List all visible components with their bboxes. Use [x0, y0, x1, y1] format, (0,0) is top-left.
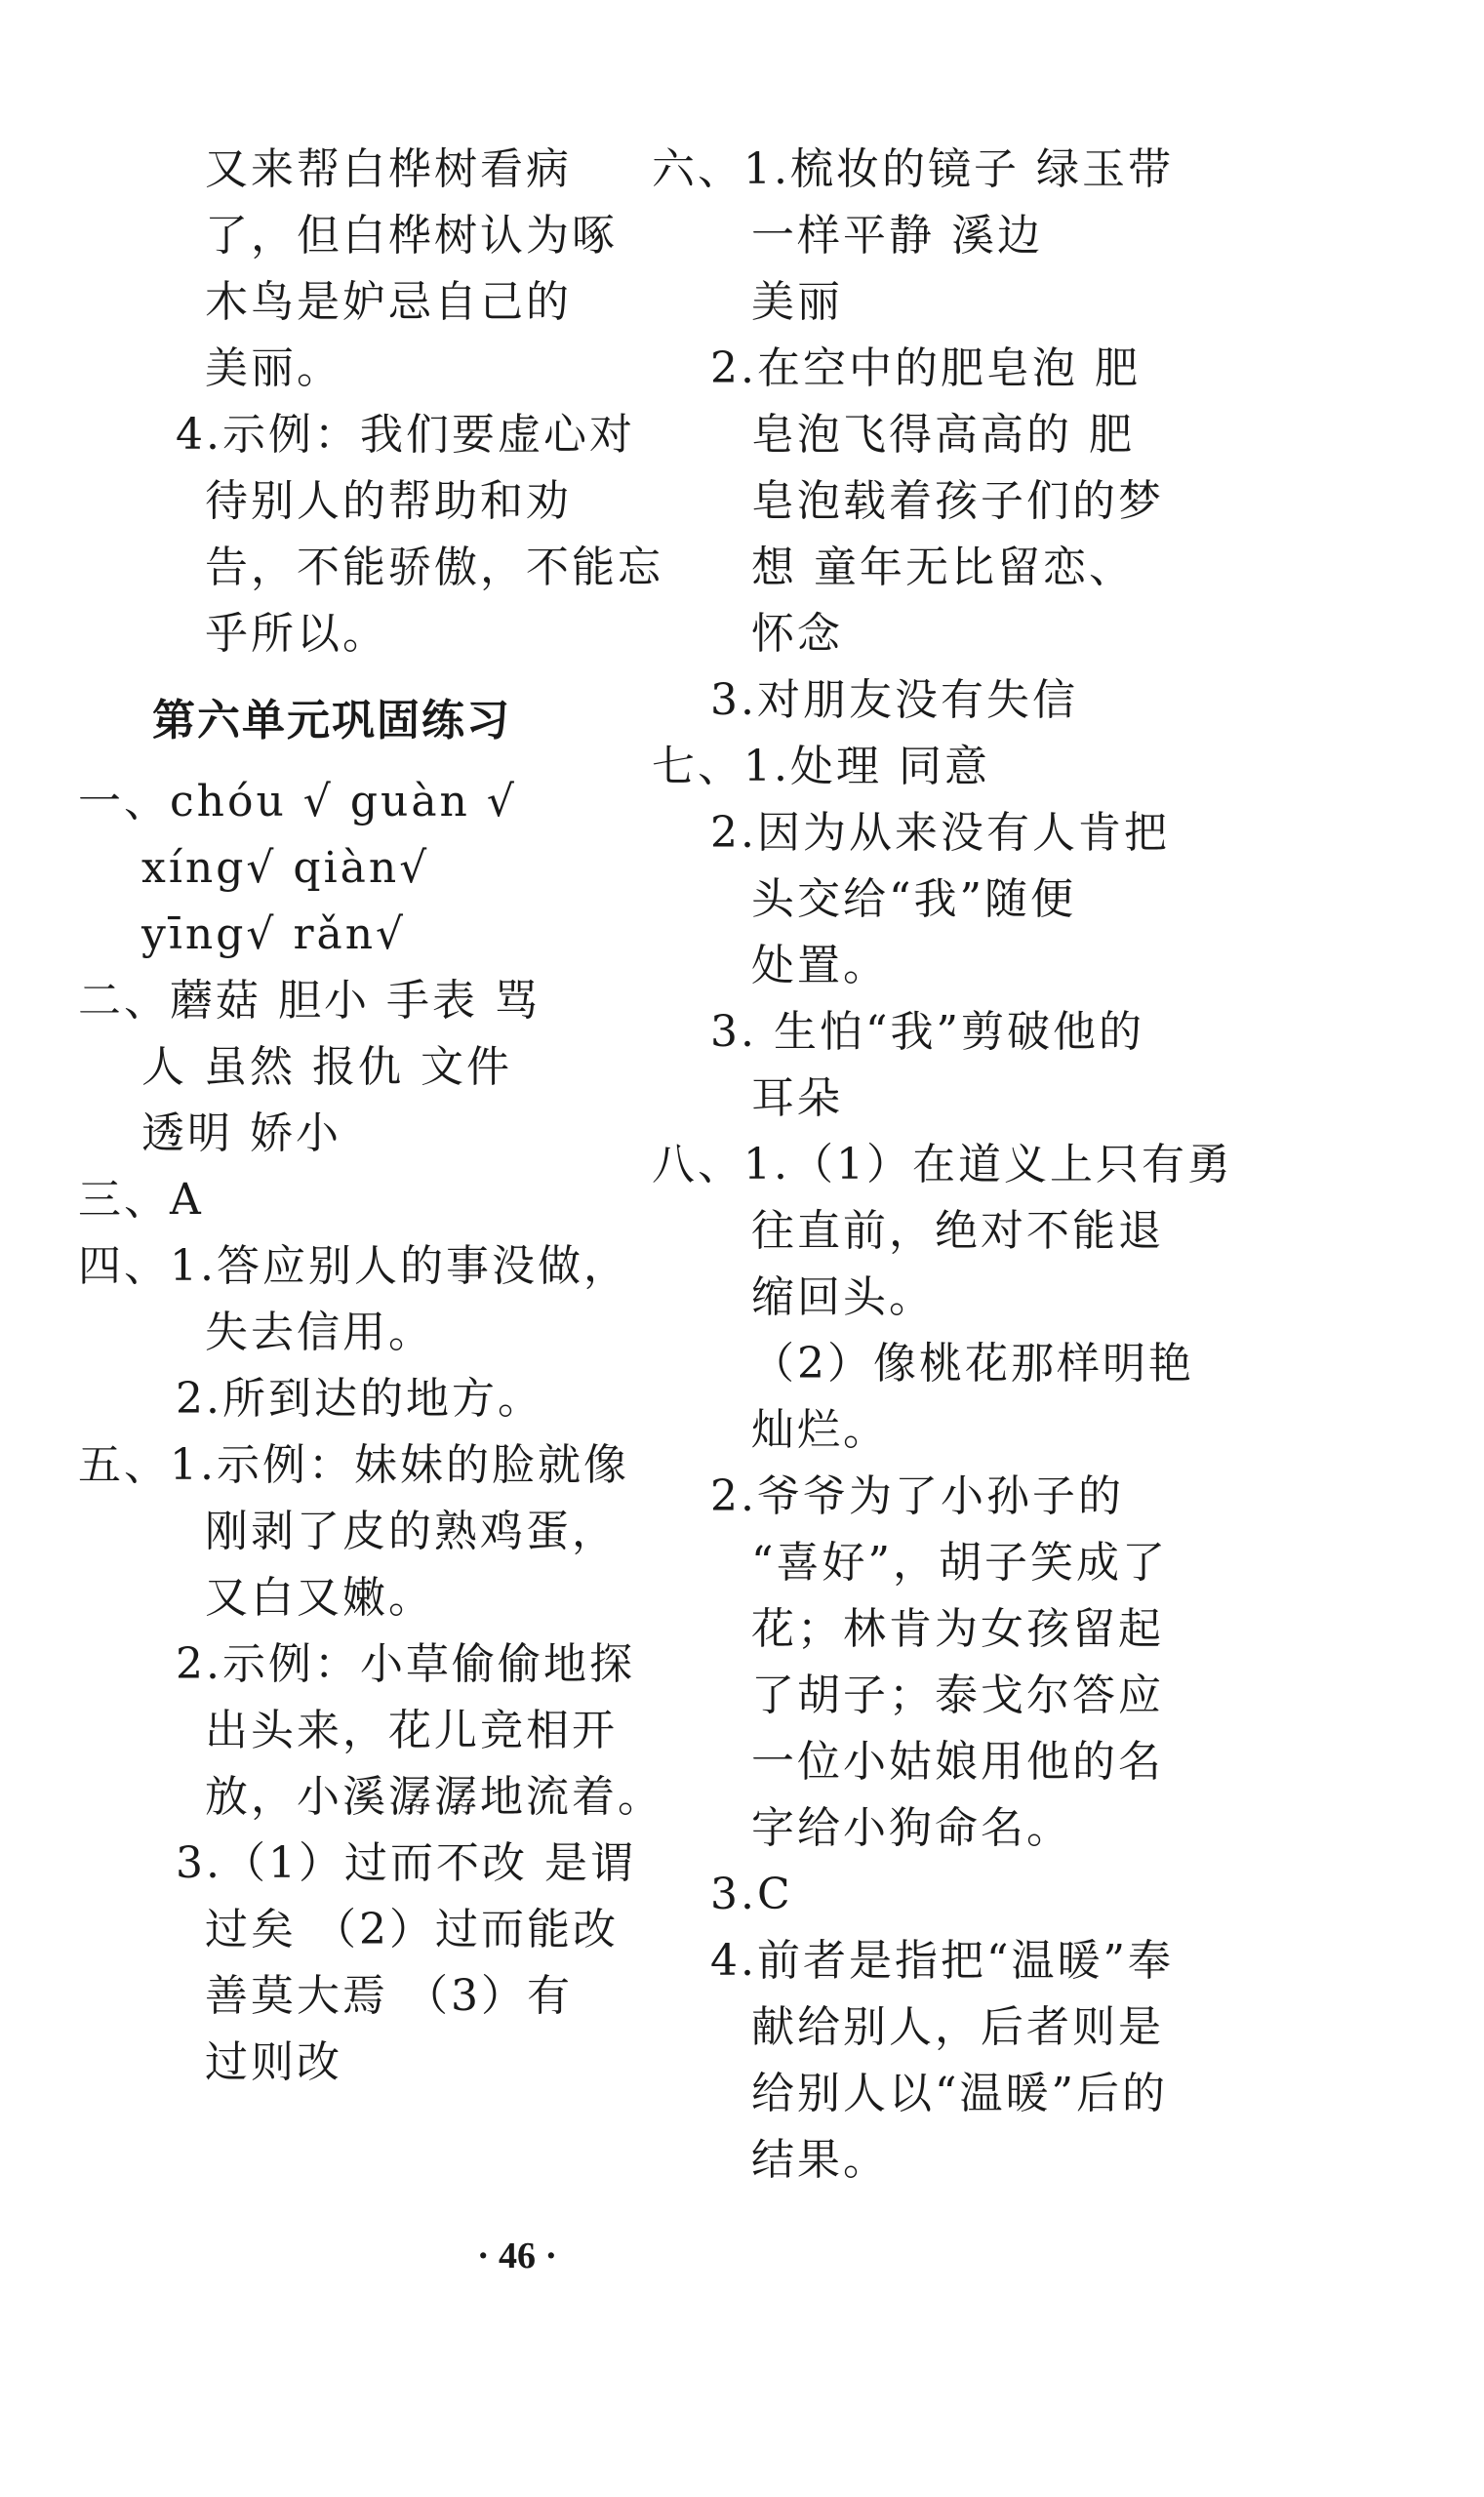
text-line: 2.爷爷为了小孙子的: [710, 1471, 1124, 1521]
text-line: 皂泡飞得高高的 肥: [751, 410, 1135, 460]
page-number: · 46 ·: [476, 2235, 558, 2276]
text-line: 乎所以。: [205, 609, 388, 659]
text-line: 七、1.处理 同意: [652, 742, 990, 791]
text-line: 失去信用。: [205, 1308, 434, 1357]
text-line: 一样平静 溪边: [751, 211, 1043, 261]
text-line: 美丽: [751, 277, 843, 327]
text-line: 又白又嫩。: [205, 1573, 434, 1623]
text-line: （2）像桃花那样明艳: [751, 1339, 1194, 1389]
text-line: 缩回头。: [751, 1272, 935, 1322]
text-line: 善莫大焉 （3）有: [205, 1971, 573, 2021]
text-line: 了，但白桦树认为啄: [205, 211, 618, 261]
text-line: 放，小溪潺潺地流着。: [205, 1772, 663, 1822]
text-line: 一、chóu √ guàn √: [78, 777, 517, 826]
left-column: [78, 137, 663, 2096]
text-line: 想 童年无比留恋、: [751, 543, 1135, 592]
text-line: 献给别人，后者则是: [751, 2002, 1164, 2052]
text-line: 木鸟是妒忌自己的: [205, 277, 572, 327]
text-line: 一位小姑娘用他的名: [751, 1737, 1164, 1787]
text-line: 3.对朋友没有失信: [710, 675, 1078, 725]
text-line: 三、A: [78, 1175, 204, 1225]
text-line: 了胡子；泰戈尔答应: [751, 1671, 1164, 1720]
text-line: 处置。: [751, 941, 889, 990]
right-column: [652, 137, 1233, 2194]
text-line: 耳朵: [751, 1073, 843, 1123]
text-line: 人 虽然 报仇 文件: [141, 1042, 512, 1092]
text-line: 美丽。: [205, 343, 342, 393]
text-line: 头交给“我”随便: [751, 874, 1076, 924]
text-line: “喜好”，胡子笑成了: [751, 1538, 1168, 1588]
text-line: 2.示例：小草偷偷地探: [176, 1639, 635, 1689]
text-line: 五、1.示例：妹妹的脸就像: [78, 1440, 629, 1490]
text-line: 3.（1）过而不改 是谓: [176, 1838, 636, 1888]
text-line: 告，不能骄傲，不能忘: [205, 543, 663, 592]
text-line: 2.所到达的地方。: [176, 1374, 543, 1424]
section-title: 第六单元巩固练习: [152, 696, 511, 745]
text-line: 四、1.答应别人的事没做，: [78, 1241, 629, 1291]
text-line: 二、蘑菇 胆小 手表 骂: [78, 976, 541, 1026]
text-line: 过则改: [205, 2037, 342, 2087]
text-line: 皂泡载着孩子们的梦: [751, 476, 1164, 526]
text-line: 六、1.梳妆的镜子 绿玉带: [652, 144, 1174, 194]
text-line: 灿烂。: [751, 1405, 889, 1455]
text-line: xíng√ qiàn√: [141, 843, 430, 893]
text-line: 透明 娇小: [141, 1108, 341, 1158]
text-line: 结果。: [751, 2135, 889, 2185]
text-line: 怀念: [751, 609, 843, 659]
text-line: 3.C: [710, 1870, 793, 1919]
text-line: 字给小狗命名。: [751, 1803, 1072, 1853]
text-line: 刚剥了皮的熟鸡蛋，: [205, 1507, 618, 1556]
text-line: 出头来，花儿竞相开: [205, 1706, 618, 1755]
text-line: 待别人的帮助和劝: [205, 476, 572, 526]
text-line: 4.示例：我们要虚心对: [176, 410, 635, 460]
text-line: 4.前者是指把“温暖”奉: [710, 1936, 1174, 1986]
text-line: 给别人以“温暖”后的: [751, 2069, 1168, 2118]
text-line: 过矣 （2）过而能改: [205, 1905, 619, 1954]
text-line: 2.在空中的肥皂泡 肥: [710, 343, 1141, 393]
text-line: 又来帮白桦树看病: [205, 144, 572, 194]
text-line: 往直前，绝对不能退: [751, 1206, 1164, 1256]
text-line: 八、1.（1）在道义上只有勇: [652, 1140, 1233, 1189]
text-line: yīng√ rǎn√: [141, 909, 407, 959]
text-line: 花；林肯为女孩留起: [751, 1604, 1164, 1654]
text-line: 3. 生怕“我”剪破他的: [710, 1007, 1144, 1057]
text-line: 2.因为从来没有人肯把: [710, 808, 1170, 858]
